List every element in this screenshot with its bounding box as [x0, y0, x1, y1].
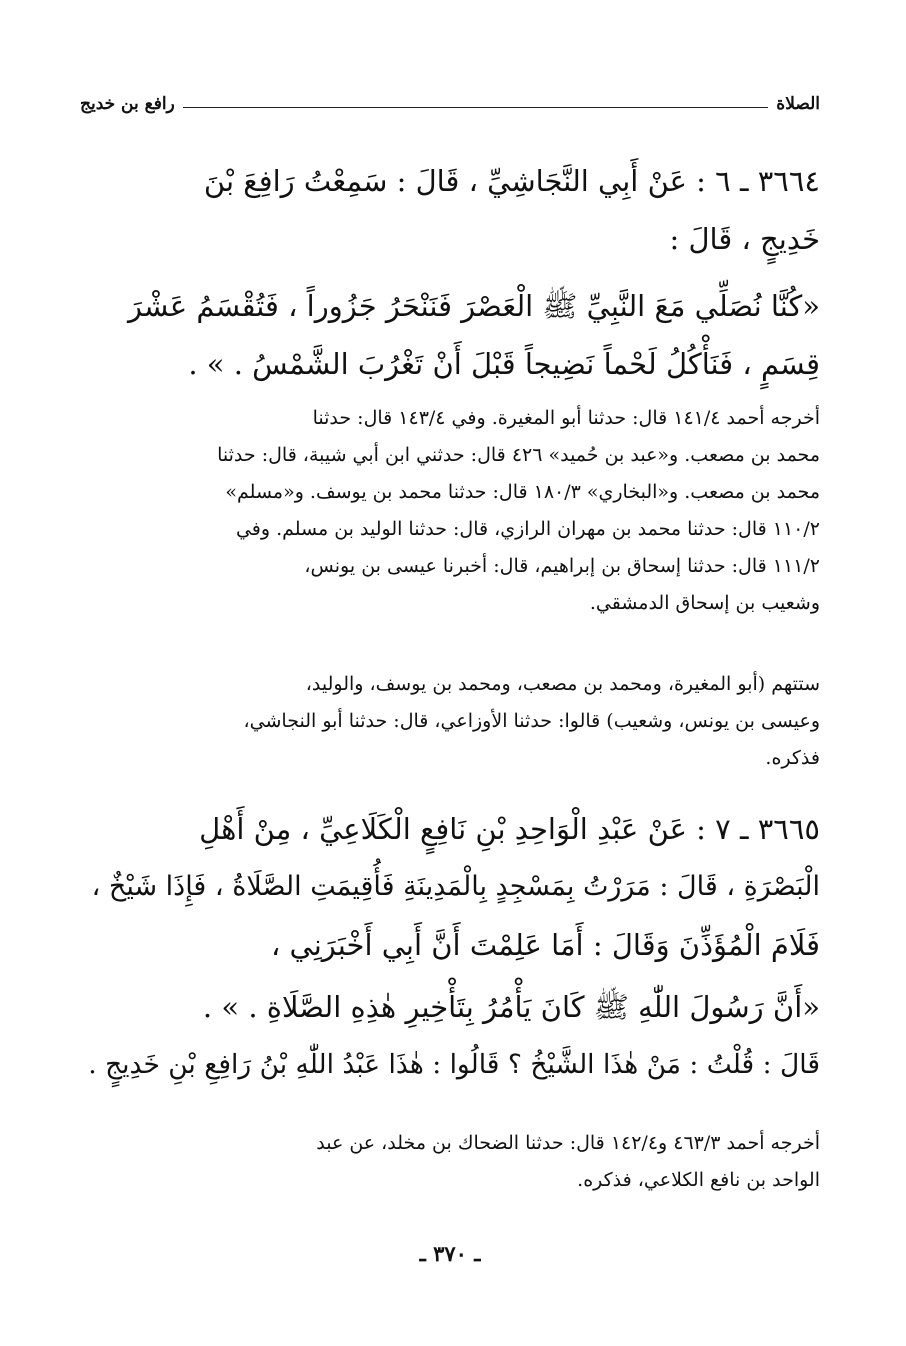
text-line: ٣٦٦٥ ـ ٧ : عَنْ عَبْدِ الْوَاحِدِ بْنِ نَافِعٍ الْكَلَاعِيِّ ، مِنْ أَهْلِ	[199, 812, 820, 846]
hadith-3664-matn	[80, 277, 820, 393]
text-line: وعيسى بن يونس، وشعيب) قالوا: حدثنا الأوزاعي، قال: حدثنا أبو النجاشي،	[243, 710, 820, 732]
text-line: أخرجه أحمد ١٤١/٤ قال: حدثنا أبو المغيرة. وفي ١٤٣/٤ قال: حدثنا	[312, 407, 820, 429]
text-line: «كُنَّا نُصَلِّي مَعَ النَّبِيِّ ﷺ الْعَصْرَ فَنَنْحَرُ جَزُوراً ، فَتُقْسَمُ عَشْرَ	[128, 289, 820, 323]
header-subject: رافع بن خديج	[80, 94, 175, 114]
text-line: ستتهم (أبو المغيرة، ومحمد بن مصعب، ومحمد بن يوسف، والوليد،	[305, 673, 820, 695]
running-header	[80, 88, 820, 114]
header-rule	[183, 107, 769, 108]
text-line: ١١١/٢ قال: حدثنا إسحاق بن إبراهيم، قال: أخبرنا عيسى بن يونس،	[304, 555, 820, 577]
text-line: الْبَصْرَةِ ، قَالَ : مَرَرْتُ بِمَسْجِدٍ بِالْمَدِينَةِ فَأُقِيمَتِ الصَّلَاةُ ، فَإِذَا شَيْخٌ ،	[91, 871, 820, 902]
hadith-3665-takhrij	[80, 1125, 820, 1199]
hadith-3664-isnad	[80, 152, 820, 268]
text-line: أخرجه أحمد ٤٦٣/٣ و١٤٢/٤ قال: حدثنا الضحاك بن مخلد، عن عبد	[316, 1132, 820, 1154]
text-line: «أَنَّ رَسُولَ اللّٰهِ ﷺ كَانَ يَأْمُرُ بِتَأْخِيرِ هٰذِهِ الصَّلَاةِ . » .	[202, 990, 820, 1024]
text-line: قِسَمٍ ، فَنَأْكُلُ لَحْماً نَضِيجاً قَبْلَ أَنْ تَغْرُبَ الشَّمْسُ . » .	[188, 347, 820, 381]
hadith-3664-narrators	[80, 666, 820, 777]
text-line: فذكره.	[765, 747, 820, 769]
hadith-3665-matn	[80, 978, 820, 1094]
header-chapter: الصلاة	[776, 94, 820, 114]
hadith-3665-isnad	[80, 800, 820, 974]
text-line: ١١٠/٢ قال: حدثنا محمد بن مهران الرازي، قال: حدثنا الوليد بن مسلم. وفي	[235, 518, 820, 540]
book-page	[80, 0, 820, 1346]
text-line: محمد بن مصعب. و«عبد بن حُميد» ٤٢٦ قال: حدثني ابن أبي شيبة، قال: حدثنا	[217, 444, 820, 466]
hadith-3664-takhrij	[80, 400, 820, 622]
text-line: الواحد بن نافع الكلاعي، فذكره.	[577, 1169, 820, 1191]
text-line: خَدِيجٍ ، قَالَ :	[669, 222, 820, 256]
text-line: محمد بن مصعب. و«البخاري» ١٨٠/٣ قال: حدثنا محمد بن يوسف. و«مسلم»	[225, 481, 820, 503]
text-line: قَالَ : قُلْتُ : مَنْ هٰذَا الشَّيْخُ ؟ قَالُوا : هٰذَا عَبْدُ اللّٰهِ بْنُ رَافِعِ بْنِ خَدِيجٍ .	[88, 1049, 820, 1080]
text-line: ٣٦٦٤ ـ ٦ : عَنْ أَبِي النَّجَاشِيِّ ، قَالَ : سَمِعْتُ رَافِعَ بْنَ	[203, 164, 820, 198]
text-line: وشعيب بن إسحاق الدمشقي.	[589, 592, 820, 614]
text-line: فَلَامَ الْمُؤَذِّنَ وَقَالَ : أَمَا عَلِمْتَ أَنَّ أَبِي أَخْبَرَنِي ،	[270, 928, 820, 962]
page-number: ـ ٣٧٠ ـ	[419, 1241, 481, 1266]
